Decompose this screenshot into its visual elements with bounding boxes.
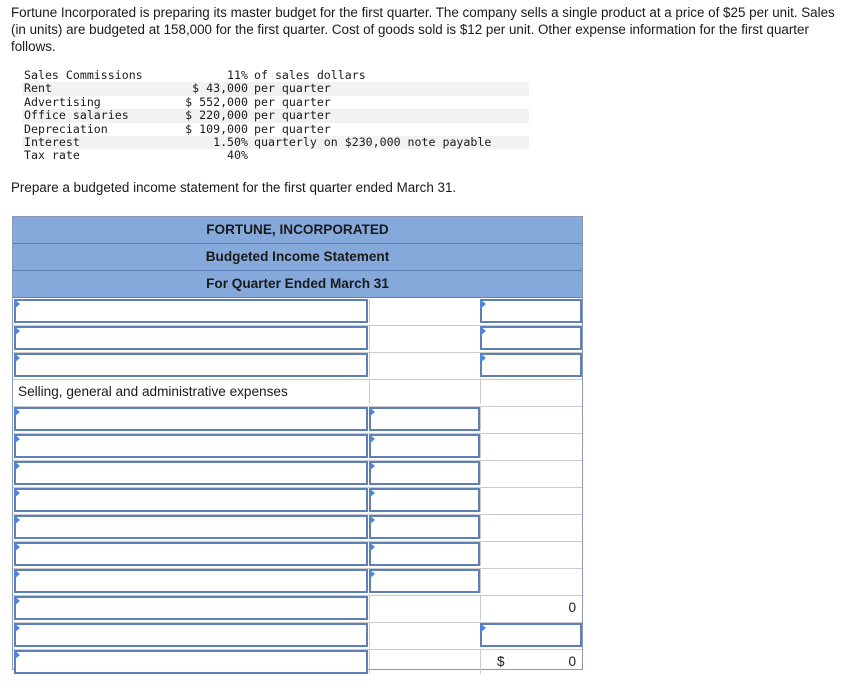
expense-note: per quarter (254, 121, 331, 136)
sga-row (13, 460, 582, 488)
label-input[interactable] (14, 623, 368, 647)
net-income-cell (480, 650, 582, 674)
expense-note: per quarter (254, 94, 331, 109)
sga-label: Selling, general and administrative expenses (18, 384, 288, 399)
amount-cell (369, 380, 480, 404)
expense-note (252, 149, 529, 162)
amount-cell (369, 650, 480, 674)
total-cell (480, 434, 582, 458)
expense-row (22, 82, 529, 95)
sga-row (13, 568, 582, 596)
expense-name: Advertising (24, 94, 101, 109)
expense-amount-input[interactable] (369, 515, 480, 539)
expense-amount: $ 220,000 (154, 109, 252, 122)
expense-amount: $ 43,000 (154, 82, 252, 95)
expense-label-input[interactable] (14, 569, 368, 593)
expense-row (22, 149, 529, 162)
expense-label-input[interactable] (14, 515, 368, 539)
statement-row (13, 622, 582, 650)
sga-row (13, 541, 582, 569)
expense-note: of sales dollars (254, 68, 366, 82)
expense-label-input[interactable] (14, 461, 368, 485)
expense-label-input[interactable] (14, 542, 368, 566)
expense-name: Tax rate (24, 148, 80, 163)
expense-info-table (22, 69, 529, 163)
sga-row (13, 487, 582, 515)
total-cell (480, 515, 582, 539)
total-input[interactable] (480, 353, 582, 377)
expense-amount-input[interactable] (369, 461, 480, 485)
sga-row (13, 514, 582, 542)
total-sga-value: 0 (568, 600, 576, 615)
amount-cell (369, 353, 480, 377)
expense-label-input[interactable] (14, 407, 368, 431)
statement-row (13, 325, 582, 353)
expense-amount-input[interactable] (369, 569, 480, 593)
expense-row (22, 109, 529, 122)
amount-cell (369, 596, 480, 620)
expense-amount-input[interactable] (369, 407, 480, 431)
total-label-input[interactable] (14, 596, 368, 620)
statement-row (13, 352, 582, 380)
expense-amount-input[interactable] (369, 434, 480, 458)
expense-name: Sales Commissions (24, 68, 143, 82)
expense-name: Rent (22, 82, 154, 95)
expense-amount: 40% (227, 148, 248, 163)
amount-cell (369, 299, 480, 323)
expense-amount: $ 109,000 (185, 121, 248, 136)
net-income-row (13, 649, 582, 676)
expense-amount: 1.50% (154, 136, 252, 149)
expense-row (22, 136, 529, 149)
expense-note: per quarter (252, 109, 529, 122)
expense-name: Office salaries (22, 109, 154, 122)
expense-name: Depreciation (24, 121, 108, 136)
total-cell (480, 461, 582, 485)
expense-label-input[interactable] (14, 488, 368, 512)
total-input[interactable] (480, 623, 582, 647)
expense-amount: 11% (227, 68, 248, 82)
total-cell (480, 380, 582, 404)
expense-amount-input[interactable] (369, 488, 480, 512)
total-input[interactable] (480, 326, 582, 350)
expense-row (22, 69, 529, 82)
net-income-value: 0 (568, 654, 576, 669)
expense-note: quarterly on $230,000 note payable (252, 136, 529, 149)
expense-name: Interest (22, 136, 154, 149)
total-cell (480, 488, 582, 512)
total-input[interactable] (480, 299, 582, 323)
label-input[interactable] (14, 299, 368, 323)
expense-row (22, 123, 529, 136)
total-sga-row (13, 595, 582, 623)
expense-row (22, 96, 529, 109)
expense-amount-input[interactable] (369, 542, 480, 566)
label-input[interactable] (14, 353, 368, 377)
instruction-text: Prepare a budgeted income statement for the first quarter ended March 31. (11, 180, 457, 195)
income-statement (12, 216, 583, 670)
amount-cell (369, 623, 480, 647)
total-cell (480, 542, 582, 566)
sga-header-row (13, 379, 582, 407)
total-cell (480, 569, 582, 593)
amount-cell (369, 326, 480, 350)
currency-symbol: $ (497, 654, 505, 669)
total-cell (480, 407, 582, 431)
expense-label-input[interactable] (14, 434, 368, 458)
statement-title: Budgeted Income Statement (13, 244, 582, 271)
net-income-label-input[interactable] (14, 650, 368, 674)
total-sga-cell (480, 596, 582, 620)
sga-row (13, 406, 582, 434)
problem-intro: Fortune Incorporated is preparing its master budget for the first quarter. The company sells a single product at a price of $25 per unit. Sales (in units) are budgeted at 158,000 for the first quarter. Cost of goods sold is $12 per unit. Other expense information for the first quarter follows. (11, 5, 835, 54)
statement-period: For Quarter Ended March 31 (13, 271, 582, 298)
statement-row (13, 298, 582, 326)
expense-note: per quarter (252, 82, 529, 95)
company-name: FORTUNE, INCORPORATED (13, 217, 582, 244)
label-input[interactable] (14, 326, 368, 350)
expense-amount: $ 552,000 (185, 94, 248, 109)
sga-row (13, 433, 582, 461)
